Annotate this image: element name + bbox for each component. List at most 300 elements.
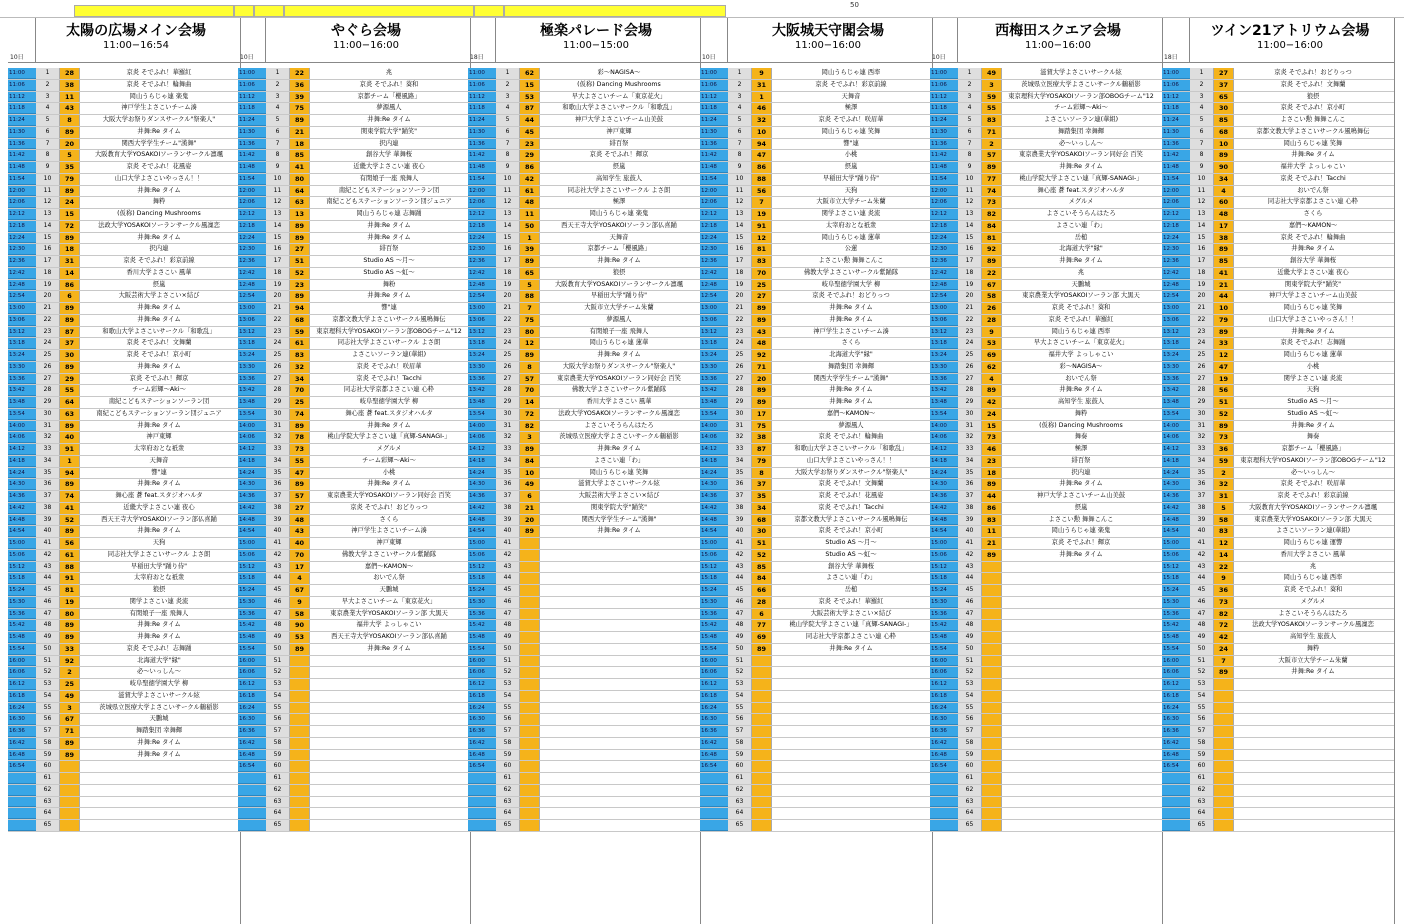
- table-row[interactable]: [468, 174, 701, 186]
- table-row[interactable]: [1162, 174, 1395, 186]
- table-row[interactable]: [468, 703, 701, 715]
- table-row[interactable]: [8, 385, 241, 397]
- table-row[interactable]: [700, 174, 933, 186]
- table-row[interactable]: [700, 374, 933, 386]
- table-row[interactable]: [930, 691, 1163, 703]
- table-row[interactable]: [238, 632, 471, 644]
- table-row[interactable]: [700, 327, 933, 339]
- table-row[interactable]: [8, 656, 241, 668]
- table-row[interactable]: [1162, 280, 1395, 292]
- table-row[interactable]: [8, 127, 241, 139]
- table-row[interactable]: [700, 315, 933, 327]
- table-row[interactable]: [468, 80, 701, 92]
- table-row[interactable]: [8, 303, 241, 315]
- table-row[interactable]: [238, 221, 471, 233]
- table-row[interactable]: [1162, 820, 1395, 832]
- table-row[interactable]: [1162, 456, 1395, 468]
- table-row[interactable]: [8, 785, 241, 797]
- table-row[interactable]: [930, 444, 1163, 456]
- table-row[interactable]: [930, 597, 1163, 609]
- table-row[interactable]: [1162, 315, 1395, 327]
- table-row[interactable]: [930, 632, 1163, 644]
- table-row[interactable]: [468, 244, 701, 256]
- table-row[interactable]: [8, 397, 241, 409]
- table-row[interactable]: [1162, 703, 1395, 715]
- table-row[interactable]: [930, 432, 1163, 444]
- table-row[interactable]: [700, 186, 933, 198]
- table-row[interactable]: [238, 797, 471, 809]
- table-row[interactable]: [1162, 785, 1395, 797]
- table-row[interactable]: [8, 327, 241, 339]
- table-row[interactable]: [238, 421, 471, 433]
- table-row[interactable]: [238, 644, 471, 656]
- table-row[interactable]: [238, 785, 471, 797]
- table-row[interactable]: [468, 679, 701, 691]
- table-row[interactable]: [468, 291, 701, 303]
- table-row[interactable]: [468, 456, 701, 468]
- table-row[interactable]: [930, 750, 1163, 762]
- table-row[interactable]: [930, 209, 1163, 221]
- table-row[interactable]: [468, 374, 701, 386]
- table-row[interactable]: [700, 726, 933, 738]
- table-row[interactable]: [468, 162, 701, 174]
- table-row[interactable]: [238, 773, 471, 785]
- table-row[interactable]: [1162, 550, 1395, 562]
- table-row[interactable]: [238, 691, 471, 703]
- table-row[interactable]: [700, 597, 933, 609]
- table-row[interactable]: [468, 656, 701, 668]
- table-row[interactable]: [1162, 444, 1395, 456]
- table-row[interactable]: [700, 750, 933, 762]
- table-row[interactable]: [8, 103, 241, 115]
- table-row[interactable]: [8, 374, 241, 386]
- table-row[interactable]: [930, 797, 1163, 809]
- table-row[interactable]: [238, 479, 471, 491]
- table-row[interactable]: [930, 573, 1163, 585]
- table-row[interactable]: [468, 209, 701, 221]
- table-row[interactable]: [238, 291, 471, 303]
- table-row[interactable]: [468, 667, 701, 679]
- table-row[interactable]: [930, 761, 1163, 773]
- table-row[interactable]: [8, 115, 241, 127]
- table-row[interactable]: [468, 150, 701, 162]
- table-row[interactable]: [468, 644, 701, 656]
- table-row[interactable]: [8, 68, 241, 80]
- table-row[interactable]: [238, 432, 471, 444]
- table-row[interactable]: [8, 432, 241, 444]
- table-row[interactable]: [468, 808, 701, 820]
- table-row[interactable]: [468, 362, 701, 374]
- table-row[interactable]: [238, 503, 471, 515]
- table-row[interactable]: [700, 714, 933, 726]
- table-row[interactable]: [468, 632, 701, 644]
- table-row[interactable]: [1162, 221, 1395, 233]
- table-row[interactable]: [930, 385, 1163, 397]
- table-row[interactable]: [468, 726, 701, 738]
- table-row[interactable]: [1162, 92, 1395, 104]
- table-row[interactable]: [700, 468, 933, 480]
- table-row[interactable]: [238, 550, 471, 562]
- table-row[interactable]: [468, 432, 701, 444]
- table-row[interactable]: [238, 127, 471, 139]
- table-row[interactable]: [930, 338, 1163, 350]
- table-row[interactable]: [8, 609, 241, 621]
- table-row[interactable]: [8, 503, 241, 515]
- table-row[interactable]: [8, 197, 241, 209]
- table-row[interactable]: [700, 291, 933, 303]
- table-row[interactable]: [700, 550, 933, 562]
- table-row[interactable]: [468, 491, 701, 503]
- table-row[interactable]: [930, 92, 1163, 104]
- table-row[interactable]: [930, 538, 1163, 550]
- table-row[interactable]: [1162, 374, 1395, 386]
- table-row[interactable]: [238, 409, 471, 421]
- table-row[interactable]: [468, 103, 701, 115]
- table-row[interactable]: [930, 150, 1163, 162]
- table-row[interactable]: [468, 479, 701, 491]
- table-row[interactable]: [700, 797, 933, 809]
- table-row[interactable]: [238, 162, 471, 174]
- table-row[interactable]: [8, 562, 241, 574]
- table-row[interactable]: [1162, 726, 1395, 738]
- table-row[interactable]: [8, 538, 241, 550]
- table-row[interactable]: [700, 644, 933, 656]
- table-row[interactable]: [468, 691, 701, 703]
- table-row[interactable]: [238, 362, 471, 374]
- table-row[interactable]: [8, 150, 241, 162]
- table-row[interactable]: [8, 479, 241, 491]
- table-row[interactable]: [700, 491, 933, 503]
- table-row[interactable]: [238, 761, 471, 773]
- table-row[interactable]: [700, 585, 933, 597]
- table-row[interactable]: [1162, 421, 1395, 433]
- table-row[interactable]: [8, 244, 241, 256]
- table-row[interactable]: [700, 656, 933, 668]
- table-row[interactable]: [468, 280, 701, 292]
- table-row[interactable]: [700, 221, 933, 233]
- table-row[interactable]: [1162, 515, 1395, 527]
- table-row[interactable]: [468, 550, 701, 562]
- table-row[interactable]: [930, 503, 1163, 515]
- table-row[interactable]: [700, 303, 933, 315]
- table-row[interactable]: [1162, 503, 1395, 515]
- table-row[interactable]: [930, 80, 1163, 92]
- table-row[interactable]: [468, 761, 701, 773]
- table-row[interactable]: [700, 538, 933, 550]
- table-row[interactable]: [468, 139, 701, 151]
- table-row[interactable]: [238, 186, 471, 198]
- table-row[interactable]: [700, 738, 933, 750]
- table-row[interactable]: [8, 92, 241, 104]
- table-row[interactable]: [8, 585, 241, 597]
- table-row[interactable]: [468, 714, 701, 726]
- table-row[interactable]: [930, 174, 1163, 186]
- table-row[interactable]: [468, 115, 701, 127]
- table-row[interactable]: [700, 162, 933, 174]
- table-row[interactable]: [1162, 162, 1395, 174]
- table-row[interactable]: [1162, 491, 1395, 503]
- table-row[interactable]: [238, 92, 471, 104]
- table-row[interactable]: [930, 620, 1163, 632]
- table-row[interactable]: [1162, 468, 1395, 480]
- table-row[interactable]: [8, 573, 241, 585]
- table-row[interactable]: [468, 573, 701, 585]
- table-row[interactable]: [8, 409, 241, 421]
- table-row[interactable]: [700, 820, 933, 832]
- table-row[interactable]: [700, 620, 933, 632]
- table-row[interactable]: [1162, 233, 1395, 245]
- table-row[interactable]: [238, 562, 471, 574]
- table-row[interactable]: [468, 186, 701, 198]
- table-row[interactable]: [8, 221, 241, 233]
- table-row[interactable]: [8, 667, 241, 679]
- table-row[interactable]: [700, 127, 933, 139]
- table-row[interactable]: [1162, 585, 1395, 597]
- table-row[interactable]: [8, 797, 241, 809]
- table-row[interactable]: [930, 773, 1163, 785]
- table-row[interactable]: [700, 526, 933, 538]
- table-row[interactable]: [700, 103, 933, 115]
- table-row[interactable]: [700, 256, 933, 268]
- table-row[interactable]: [8, 268, 241, 280]
- table-row[interactable]: [8, 820, 241, 832]
- table-row[interactable]: [468, 268, 701, 280]
- table-row[interactable]: [700, 150, 933, 162]
- table-row[interactable]: [468, 221, 701, 233]
- table-row[interactable]: [8, 703, 241, 715]
- table-row[interactable]: [238, 738, 471, 750]
- table-row[interactable]: [930, 256, 1163, 268]
- table-row[interactable]: [238, 103, 471, 115]
- table-row[interactable]: [1162, 538, 1395, 550]
- table-row[interactable]: [238, 115, 471, 127]
- table-row[interactable]: [8, 773, 241, 785]
- table-row[interactable]: [468, 127, 701, 139]
- table-row[interactable]: [700, 573, 933, 585]
- table-row[interactable]: [8, 515, 241, 527]
- table-row[interactable]: [700, 703, 933, 715]
- table-row[interactable]: [930, 103, 1163, 115]
- table-row[interactable]: [468, 256, 701, 268]
- table-row[interactable]: [1162, 526, 1395, 538]
- table-row[interactable]: [700, 80, 933, 92]
- table-row[interactable]: [930, 656, 1163, 668]
- table-row[interactable]: [700, 432, 933, 444]
- table-row[interactable]: [930, 197, 1163, 209]
- table-row[interactable]: [1162, 338, 1395, 350]
- table-row[interactable]: [468, 773, 701, 785]
- table-row[interactable]: [238, 526, 471, 538]
- table-row[interactable]: [8, 491, 241, 503]
- table-row[interactable]: [468, 350, 701, 362]
- table-row[interactable]: [468, 315, 701, 327]
- table-row[interactable]: [930, 667, 1163, 679]
- table-row[interactable]: [238, 174, 471, 186]
- table-row[interactable]: [930, 738, 1163, 750]
- table-row[interactable]: [468, 750, 701, 762]
- table-row[interactable]: [700, 397, 933, 409]
- table-row[interactable]: [700, 385, 933, 397]
- table-row[interactable]: [8, 644, 241, 656]
- table-row[interactable]: [8, 421, 241, 433]
- table-row[interactable]: [238, 656, 471, 668]
- table-row[interactable]: [8, 526, 241, 538]
- table-row[interactable]: [1162, 197, 1395, 209]
- table-row[interactable]: [930, 186, 1163, 198]
- table-row[interactable]: [8, 233, 241, 245]
- table-row[interactable]: [1162, 150, 1395, 162]
- table-row[interactable]: [238, 820, 471, 832]
- table-row[interactable]: [1162, 397, 1395, 409]
- table-row[interactable]: [930, 409, 1163, 421]
- table-row[interactable]: [930, 127, 1163, 139]
- table-row[interactable]: [8, 456, 241, 468]
- table-row[interactable]: [8, 186, 241, 198]
- table-row[interactable]: [8, 280, 241, 292]
- table-row[interactable]: [1162, 573, 1395, 585]
- table-row[interactable]: [1162, 409, 1395, 421]
- table-row[interactable]: [468, 197, 701, 209]
- table-row[interactable]: [238, 197, 471, 209]
- table-row[interactable]: [930, 303, 1163, 315]
- table-row[interactable]: [8, 80, 241, 92]
- table-row[interactable]: [8, 362, 241, 374]
- table-row[interactable]: [1162, 738, 1395, 750]
- table-row[interactable]: [8, 632, 241, 644]
- table-row[interactable]: [930, 397, 1163, 409]
- table-row[interactable]: [700, 115, 933, 127]
- table-row[interactable]: [238, 585, 471, 597]
- table-row[interactable]: [930, 280, 1163, 292]
- table-row[interactable]: [930, 362, 1163, 374]
- table-row[interactable]: [238, 679, 471, 691]
- table-row[interactable]: [700, 338, 933, 350]
- table-row[interactable]: [1162, 303, 1395, 315]
- table-row[interactable]: [1162, 479, 1395, 491]
- table-row[interactable]: [1162, 385, 1395, 397]
- table-row[interactable]: [930, 315, 1163, 327]
- table-row[interactable]: [468, 468, 701, 480]
- table-row[interactable]: [8, 315, 241, 327]
- table-row[interactable]: [1162, 327, 1395, 339]
- table-row[interactable]: [468, 515, 701, 527]
- table-row[interactable]: [238, 808, 471, 820]
- table-row[interactable]: [1162, 597, 1395, 609]
- table-row[interactable]: [8, 139, 241, 151]
- table-row[interactable]: [700, 244, 933, 256]
- table-row[interactable]: [238, 80, 471, 92]
- table-row[interactable]: [1162, 139, 1395, 151]
- table-row[interactable]: [238, 209, 471, 221]
- table-row[interactable]: [700, 197, 933, 209]
- table-row[interactable]: [700, 209, 933, 221]
- table-row[interactable]: [238, 244, 471, 256]
- table-row[interactable]: [1162, 714, 1395, 726]
- table-row[interactable]: [700, 503, 933, 515]
- table-row[interactable]: [8, 808, 241, 820]
- table-row[interactable]: [238, 515, 471, 527]
- table-row[interactable]: [468, 421, 701, 433]
- table-row[interactable]: [8, 256, 241, 268]
- table-row[interactable]: [930, 115, 1163, 127]
- table-row[interactable]: [8, 444, 241, 456]
- table-row[interactable]: [238, 268, 471, 280]
- table-row[interactable]: [930, 479, 1163, 491]
- table-row[interactable]: [238, 597, 471, 609]
- table-row[interactable]: [930, 374, 1163, 386]
- table-row[interactable]: [8, 350, 241, 362]
- table-row[interactable]: [930, 268, 1163, 280]
- table-row[interactable]: [930, 785, 1163, 797]
- table-row[interactable]: [8, 761, 241, 773]
- table-row[interactable]: [930, 468, 1163, 480]
- table-row[interactable]: [238, 573, 471, 585]
- table-row[interactable]: [700, 785, 933, 797]
- table-row[interactable]: [1162, 562, 1395, 574]
- table-row[interactable]: [8, 550, 241, 562]
- table-row[interactable]: [700, 562, 933, 574]
- table-row[interactable]: [1162, 750, 1395, 762]
- table-row[interactable]: [930, 456, 1163, 468]
- table-row[interactable]: [238, 491, 471, 503]
- table-row[interactable]: [700, 409, 933, 421]
- table-row[interactable]: [700, 139, 933, 151]
- table-row[interactable]: [1162, 644, 1395, 656]
- table-row[interactable]: [700, 268, 933, 280]
- table-row[interactable]: [238, 233, 471, 245]
- table-row[interactable]: [238, 280, 471, 292]
- table-row[interactable]: [700, 515, 933, 527]
- table-row[interactable]: [1162, 80, 1395, 92]
- table-row[interactable]: [8, 691, 241, 703]
- table-row[interactable]: [468, 820, 701, 832]
- table-row[interactable]: [930, 162, 1163, 174]
- table-row[interactable]: [1162, 609, 1395, 621]
- table-row[interactable]: [930, 526, 1163, 538]
- table-row[interactable]: [8, 338, 241, 350]
- table-row[interactable]: [1162, 115, 1395, 127]
- table-row[interactable]: [1162, 244, 1395, 256]
- table-row[interactable]: [930, 421, 1163, 433]
- table-row[interactable]: [238, 256, 471, 268]
- table-row[interactable]: [468, 797, 701, 809]
- table-row[interactable]: [468, 609, 701, 621]
- table-row[interactable]: [700, 456, 933, 468]
- table-row[interactable]: [238, 139, 471, 151]
- table-row[interactable]: [468, 620, 701, 632]
- table-row[interactable]: [468, 526, 701, 538]
- table-row[interactable]: [700, 421, 933, 433]
- table-row[interactable]: [8, 162, 241, 174]
- table-row[interactable]: [930, 515, 1163, 527]
- table-row[interactable]: [1162, 691, 1395, 703]
- table-row[interactable]: [700, 761, 933, 773]
- table-row[interactable]: [468, 738, 701, 750]
- table-row[interactable]: [238, 750, 471, 762]
- table-row[interactable]: [238, 714, 471, 726]
- table-row[interactable]: [700, 362, 933, 374]
- table-row[interactable]: [1162, 620, 1395, 632]
- table-row[interactable]: [1162, 68, 1395, 80]
- table-row[interactable]: [238, 374, 471, 386]
- table-row[interactable]: [700, 280, 933, 292]
- table-row[interactable]: [8, 174, 241, 186]
- table-row[interactable]: [700, 609, 933, 621]
- table-row[interactable]: [930, 679, 1163, 691]
- table-row[interactable]: [468, 397, 701, 409]
- table-row[interactable]: [8, 597, 241, 609]
- table-row[interactable]: [700, 479, 933, 491]
